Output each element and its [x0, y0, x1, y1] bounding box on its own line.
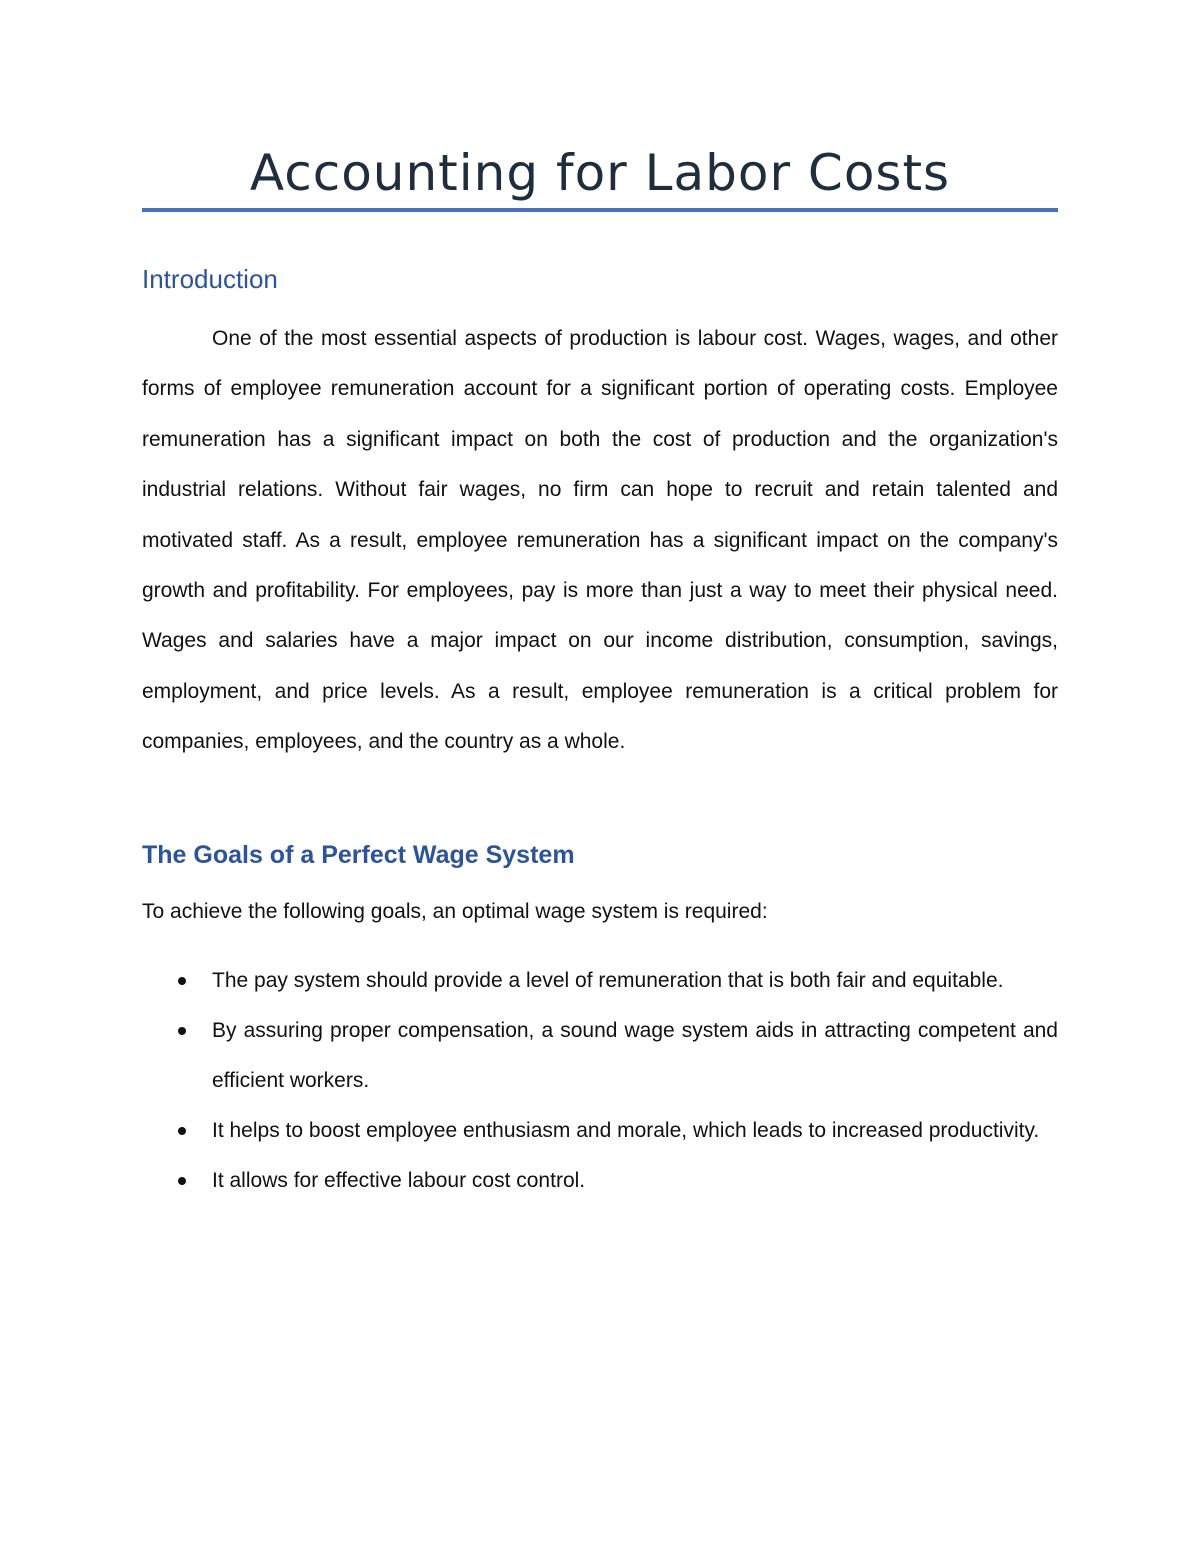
list-item-text: It allows for effective labour cost control.: [212, 1168, 586, 1192]
list-item-text: The pay system should provide a level of remuneration that is both fair and equitable.: [212, 968, 1004, 992]
introduction-paragraph: One of the most essential aspects of production is labour cost. Wages, wages, and other forms of employee remuneration account for a significant portion of operating costs. Employee remuneration has a significant impact on both the cost of production and the organization's industrial relations. Without fair wages, no firm can hope to recruit and retain talented and motivated staff. As a result, employee remuneration has a significant impact on the company's growth and profitability. For employees, pay is more than just a way to meet their physical need. Wages and salaries have a major impact on our income distribution, consumption, savings, employment, and price levels. As a result, employee remuneration is a critical problem for companies, employees, and the country as a whole.: [142, 327, 1058, 754]
bullet-icon: [178, 1127, 186, 1135]
list-item: [142, 1106, 1058, 1156]
goals-list: [142, 956, 1058, 1206]
list-item-text: It helps to boost employee enthusiasm and morale, which leads to increased productivity.: [212, 1118, 1040, 1142]
list-item: [142, 956, 1058, 1006]
bullet-icon: [178, 977, 186, 985]
list-item: [142, 1156, 1058, 1206]
document-content: [142, 140, 1058, 1206]
introduction-heading: Introduction: [142, 264, 278, 294]
goals-heading: The Goals of a Perfect Wage System: [142, 840, 575, 869]
document-title: Accounting for Labor Costs: [142, 140, 1058, 212]
bullet-icon: [178, 1177, 186, 1185]
list-item: [142, 1006, 1058, 1106]
bullet-icon: [178, 1027, 186, 1035]
goals-lead: To achieve the following goals, an optimal wage system is required:: [142, 899, 768, 923]
list-item-text: By assuring proper compensation, a sound wage system aids in attracting competent and efficient workers.: [212, 1018, 1058, 1092]
